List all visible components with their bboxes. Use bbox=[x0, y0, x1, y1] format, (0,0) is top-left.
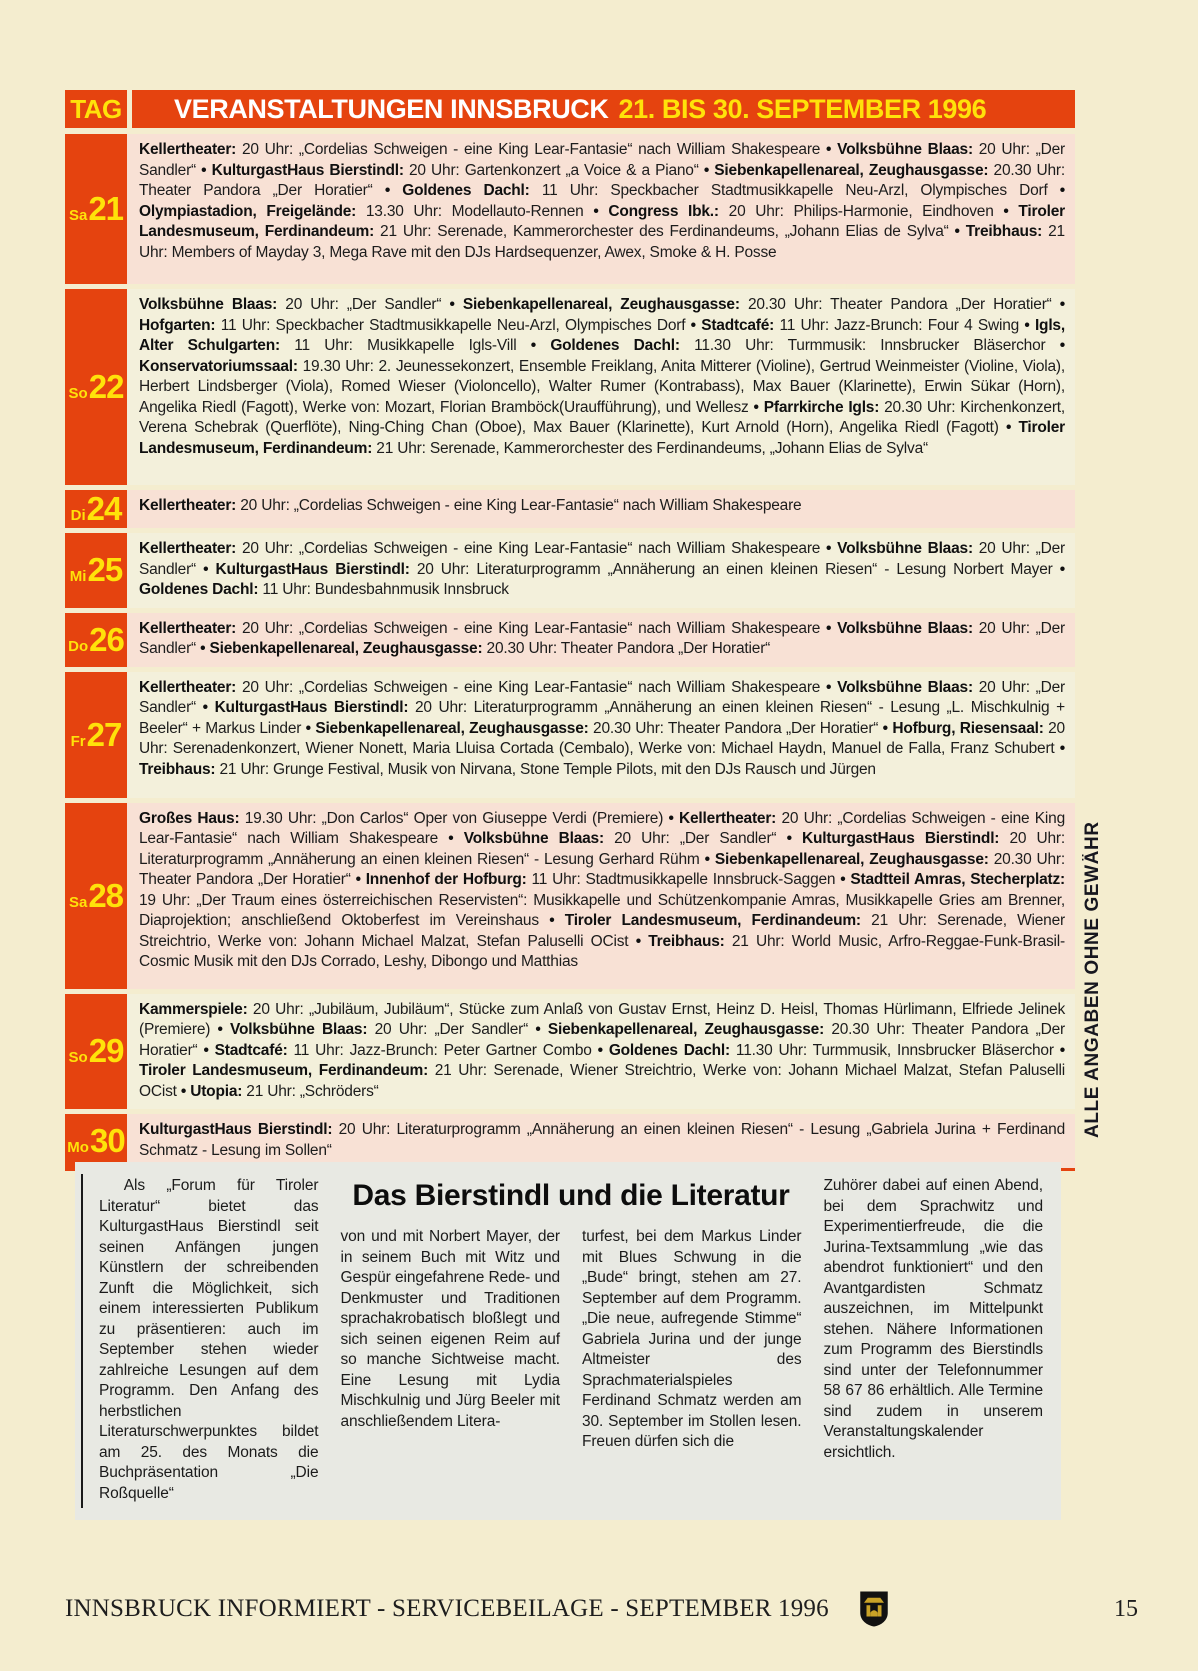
venue-name: Kellertheater: bbox=[139, 540, 237, 557]
calendar-rows bbox=[65, 134, 1075, 1171]
day-number: 30 bbox=[89, 1122, 125, 1159]
venue-name: Siebenkapellenareal, Zeughausgasse: bbox=[462, 296, 740, 313]
day-prefix: Do bbox=[68, 637, 89, 655]
date-cell bbox=[65, 803, 127, 989]
event-separator: • bbox=[993, 202, 1019, 220]
title-main: VERANSTALTUNGEN INNSBRUCK bbox=[174, 93, 609, 124]
day-number: 25 bbox=[87, 551, 123, 589]
date-cell bbox=[65, 672, 127, 798]
day-number: 24 bbox=[86, 490, 122, 527]
event-separator: • bbox=[820, 619, 838, 637]
venue-name: Goldenes Dachl: bbox=[139, 581, 259, 598]
day-badge bbox=[68, 621, 124, 659]
venue-name: Volksbühne Blaas: bbox=[837, 619, 973, 637]
event-separator: • bbox=[350, 871, 366, 888]
venue-name: KulturgastHaus Bierstindl: bbox=[215, 560, 410, 578]
event-separator: • bbox=[210, 1021, 230, 1038]
day-badge bbox=[69, 1032, 124, 1070]
venue-name: Siebenkapellenareal, Zeughausgasse: bbox=[315, 719, 589, 737]
venue-name: Kammerspiele: bbox=[139, 1000, 248, 1018]
row-events: Volksbühne Blaas: 20 Uhr: „Der Sandler“ • Siebenkapellenareal, Zeughausgasse: 20.30 Uhr: Theater Pandora „Der Horatier“ • Hofgarten: 11 Uhr: Speckbacher Stadtmusikkapelle Neu-Arzl, Olympisches Dorf • Stadtcafé: 11 Uhr: Jazz-Brunch: Four 4 Swing • Igls, Alter Schulgarten: 11 Uhr: Musikkapelle Igls-Vill • Goldenes Dachl: 11.30 Uhr: Turmmusik: Innsbrucker Bläserchor • Konservatoriumssaal: 19.30 Uhr: 2. Jeunessekonzert, Ensemble Freiklang, Anita Mitterer (Violine), Gertrud Weinmeister (Violine, Viola), Herbert Lindsberger (Viola), Romed Wieser (Violoncello), Walter Rumer (Kontrabass), Max Bauer (Klarinette), Erwin Sükar (Horn), Angelika Riedl (Fagott), Werke von: Mozart, Florian Bramböck(Uraufführung), und Wellesz • Pfarrkirche Igls: 20.30 Uhr: Kirchenkonzert, Verena Schebrak (Querflöte), Ning-Ching Chan (Oboe), Max Bauer (Klarinette), Kurt Arnold (Horn), Angelika Riedl (Fagott) • Tiroler Landesmuseum, Ferdinandeum: 21 Uhr: Serenade, Kammerorchester des Ferdinandeums, „Johann Elias de Sylva“ bbox=[127, 289, 1075, 485]
venue-name: Siebenkapellenareal, Zeughausgasse: bbox=[209, 640, 483, 657]
venue-name: Igls, Alter Schulgarten: bbox=[139, 316, 1065, 354]
venue-name: Congress Ibk.: bbox=[608, 202, 719, 220]
day-number: 21 bbox=[88, 190, 124, 227]
venue-name: Siebenkapellenareal, Zeughausgasse: bbox=[714, 161, 989, 179]
venue-name: Goldenes Dachl: bbox=[608, 1041, 730, 1059]
event-separator: • bbox=[1047, 182, 1065, 199]
row-events: Kammerspiele: 20 Uhr: „Jubiläum, Jubiläum“, Stücke zum Anlaß von Gustav Ernst, Heinz D. Heisl, Thomas Hürlimann, Elfriede Jelinek (Premiere) • Volksbühne Blaas: 20 Uhr: „Der Sandler“ • Siebenkapellenareal, Zeughausgasse: 20.30 Uhr: Theater Pandora „Der Horatier“ • Stadtcafé: 11 Uhr: Jazz-Brunch: Peter Gartner Combo • Goldenes Dachl: 11.30 Uhr: Turmmusik, Innsbrucker Bläserchor • Tiroler Landesmuseum, Ferdinandeum: 21 Uhr: Serenade, Wiener Streichtrio, Werke von: Johann Michael Malzat, Stefan Paluselli OCist • Utopia: 21 Uhr: „Schröders“ bbox=[127, 994, 1075, 1110]
venue-name: Hofgarten: bbox=[139, 316, 216, 334]
calendar-row bbox=[65, 490, 1075, 528]
venue-name: Hofburg, Riesensaal: bbox=[892, 719, 1044, 737]
venue-name: Kellertheater: bbox=[139, 619, 237, 637]
event-separator: • bbox=[820, 540, 838, 557]
venue-name: KulturgastHaus Bierstindl: bbox=[211, 161, 404, 179]
row-events: Kellertheater: 20 Uhr: „Cordelias Schweigen - eine King Lear-Fantasie“ nach William Shakespeare • Volksbühne Blaas: 20 Uhr: „Der Sandler“ • Siebenkapellenareal, Zeughausgasse: 20.30 Uhr: Theater Pandora „Der Horatier“ bbox=[127, 613, 1075, 667]
day-number: 28 bbox=[88, 876, 124, 914]
venue-name: Siebenkapellenareal, Zeughausgasse: bbox=[547, 1021, 825, 1038]
venue-name: Volksbühne Blaas: bbox=[837, 141, 973, 158]
event-separator: • bbox=[438, 830, 464, 847]
event-separator: • bbox=[441, 296, 463, 313]
article-column: von und mit Norbert Mayer, der in seinem Buch mit Witz und Gespür eingefahrene Rede- und Denkmuster und Traditionen sprachakrobatisch bloßlegt und sich seinen eigenen Reim auf so manche Sichtweise macht. Eine Lesung mit Lydia Mischkulnig und Jürg Beeler mit anschließendem Litera- bbox=[340, 1228, 560, 1430]
venue-name: Innenhof der Hofburg: bbox=[365, 871, 527, 888]
venue-name: KulturgastHaus Bierstindl: bbox=[214, 699, 409, 716]
event-separator: • bbox=[820, 141, 838, 158]
row-events: Kellertheater: 20 Uhr: „Cordelias Schweigen - eine King Lear-Fantasie“ nach William Shakespeare • Volksbühne Blaas: 20 Uhr: „Der Sandler“ • KulturgastHaus Bierstindl: 20 Uhr: Gartenkonzert „a Voice & a Piano“ • Siebenkapellenareal, Zeughausgasse: 20.30 Uhr: Theater Pandora „Der Horatier“ • Goldenes Dachl: 11 Uhr: Speckbacher Stadtmusikkapelle Neu-Arzl, Olympisches Dorf • Olympiastadion, Freigelände: 13.30 Uhr: Modellauto-Rennen • Congress Ibk.: 20 Uhr: Philips-Harmonie, Eindhoven • Tiroler Landesmuseum, Ferdinandeum: 21 Uhr: Serenade, Kammerorchester des Ferdinandeums, „Johann Elias de Sylva“ • Treibhaus: 21 Uhr: Members of Mayday 3, Mega Rave mit den DJs Hardsequenzer, Awex, Smoke & H. Posse bbox=[127, 134, 1075, 284]
day-number: 27 bbox=[86, 715, 122, 753]
date-cell bbox=[65, 613, 127, 667]
venue-name: Treibhaus: bbox=[648, 932, 725, 950]
event-separator: • bbox=[685, 316, 702, 334]
day-prefix: Di bbox=[70, 507, 86, 524]
event-separator: • bbox=[1053, 1041, 1065, 1059]
article-column: turfest, bei dem Markus Linder mit Blues Schwung in die „Bude“ bringt, stehen am 27. September auf dem Programm. „Die neue, aufregende Stimme“ Gabriela Jurina und der junge Altmeister des Sprachmaterialspieles Ferdinand Schmatz werden am 30. September im Stollen lesen. Freuen dürfen sich die bbox=[582, 1228, 802, 1450]
venue-name: Utopia: bbox=[190, 1082, 243, 1100]
venue-name: Siebenkapellenareal, Zeughausgasse: bbox=[714, 850, 989, 868]
day-number: 22 bbox=[88, 368, 124, 405]
calendar-header bbox=[65, 90, 1075, 128]
calendar-row bbox=[65, 672, 1075, 798]
row-events: Kellertheater: 20 Uhr: „Cordelias Schweigen - eine King Lear-Fantasie“ nach William Shakespeare bbox=[127, 490, 1075, 528]
day-number: 29 bbox=[88, 1032, 124, 1070]
calendar-row bbox=[65, 533, 1075, 608]
row-events: KulturgastHaus Bierstindl: 20 Uhr: Literaturprogramm „Annäherung an einen kleinen Riesen“ - Lesung „Gabriela Jurina + Ferdinand Schmatz - Lesung im Sollen“ bbox=[127, 1114, 1075, 1168]
calendar-row bbox=[65, 134, 1075, 284]
venue-name: Treibhaus: bbox=[965, 223, 1043, 240]
venue-name: Volksbühne Blaas: bbox=[139, 296, 278, 313]
venue-name: Stadtcafé: bbox=[214, 1041, 288, 1059]
event-separator: • bbox=[176, 1082, 191, 1100]
event-separator: • bbox=[516, 337, 551, 354]
day-prefix: Mi bbox=[69, 568, 87, 586]
venue-name: Pfarrkirche Igls: bbox=[763, 398, 880, 416]
day-prefix: Sa bbox=[68, 893, 88, 911]
calendar-row bbox=[65, 994, 1075, 1110]
innsbruck-city-crest-icon bbox=[859, 1590, 889, 1628]
day-number: 26 bbox=[89, 620, 124, 658]
date-cell bbox=[65, 533, 127, 608]
day-prefix: Sa bbox=[68, 207, 88, 224]
event-separator: • bbox=[197, 1041, 215, 1059]
tag-label: TAG bbox=[65, 90, 127, 128]
venue-name: Stadtcafé: bbox=[701, 316, 775, 334]
event-separator: • bbox=[835, 871, 851, 888]
day-badge bbox=[69, 368, 124, 406]
day-prefix: So bbox=[68, 385, 88, 402]
venue-name: Volksbühne Blaas: bbox=[837, 678, 973, 696]
event-separator: • bbox=[948, 223, 966, 240]
day-badge bbox=[71, 716, 122, 754]
venue-name: Volksbühne Blaas: bbox=[463, 830, 604, 847]
day-badge bbox=[69, 190, 123, 228]
event-separator: • bbox=[1045, 337, 1065, 354]
event-separator: • bbox=[820, 678, 838, 696]
event-separator: • bbox=[628, 932, 649, 950]
day-prefix: Mo bbox=[67, 1139, 89, 1156]
venue-name: Volksbühne Blaas: bbox=[230, 1021, 368, 1038]
event-separator: • bbox=[538, 912, 565, 929]
page-footer bbox=[65, 1588, 1138, 1630]
event-separator: • bbox=[196, 640, 210, 657]
article-title: Das Bierstindl und die Literatur bbox=[352, 1179, 790, 1212]
venue-name: KulturgastHaus Bierstindl: bbox=[802, 830, 1000, 847]
venue-name: KulturgastHaus Bierstindl: bbox=[139, 1121, 333, 1138]
day-prefix: Fr bbox=[70, 732, 86, 750]
calendar-section bbox=[65, 90, 1075, 1171]
event-separator: • bbox=[1054, 740, 1065, 757]
event-separator: • bbox=[591, 1041, 609, 1059]
venue-name: Volksbühne Blaas: bbox=[837, 540, 973, 557]
day-prefix: So bbox=[68, 1049, 88, 1067]
event-separator: • bbox=[776, 830, 803, 847]
event-separator: • bbox=[583, 202, 609, 220]
title-date-range: 21. BIS 30. SEPTEMBER 1996 bbox=[618, 93, 987, 124]
venue-name: Treibhaus: bbox=[139, 760, 216, 778]
venue-name: Stadtteil Amras, Stecherplatz: bbox=[850, 871, 1065, 888]
event-separator: • bbox=[1019, 316, 1035, 334]
event-separator: • bbox=[878, 719, 893, 737]
date-cell bbox=[65, 289, 127, 485]
article-box bbox=[75, 1162, 1061, 1520]
event-separator: • bbox=[998, 419, 1019, 436]
calendar-row bbox=[65, 613, 1075, 667]
venue-name: Kellertheater: bbox=[139, 141, 237, 158]
venue-name: Goldenes Dachl: bbox=[550, 337, 680, 354]
day-badge bbox=[70, 551, 122, 589]
venue-name: Kellertheater: bbox=[139, 678, 237, 696]
day-badge bbox=[67, 1122, 124, 1160]
date-cell bbox=[65, 134, 127, 284]
event-separator: • bbox=[301, 719, 316, 737]
page-title bbox=[132, 90, 1075, 128]
day-badge bbox=[69, 877, 123, 915]
venue-name: Großes Haus: bbox=[139, 809, 240, 827]
event-separator: • bbox=[196, 161, 212, 179]
event-separator: • bbox=[1052, 560, 1065, 578]
date-cell bbox=[65, 1114, 127, 1168]
venue-name: Tiroler Landesmuseum, Ferdinandeum: bbox=[564, 912, 861, 929]
day-badge bbox=[71, 490, 122, 528]
date-cell bbox=[65, 490, 127, 528]
venue-name: Tiroler Landesmuseum, Ferdinandeum: bbox=[139, 202, 1065, 240]
row-events: Kellertheater: 20 Uhr: „Cordelias Schweigen - eine King Lear-Fantasie“ nach William Shakespeare • Volksbühne Blaas: 20 Uhr: „Der Sandler“ • KulturgastHaus Bierstindl: 20 Uhr: Literaturprogramm „Annäherung an einen kleinen Riesen“ - Lesung „L. Mischkulnig + Beeler“ + Markus Linder • Siebenkapellenareal, Zeughausgasse: 20.30 Uhr: Theater Pandora „Der Horatier“ • Hofburg, Riesensaal: 20 Uhr: Serenadenkonzert, Wiener Nonett, Maria Lluisa Cortada (Cembalo), Werke von: Michael Haydn, Manuel de Falla, Franz Schubert • Treibhaus: 21 Uhr: Grunge Festival, Musik von Nirvana, Stone Temple Pilots, mit den DJs Rausch und Jürgen bbox=[127, 672, 1075, 798]
venue-name: Goldenes Dachl: bbox=[402, 182, 530, 199]
venue-name: Tiroler Landesmuseum, Ferdinandeum: bbox=[139, 1062, 429, 1079]
calendar-row bbox=[65, 289, 1075, 485]
date-cell bbox=[65, 994, 127, 1110]
venue-name: Tiroler Landesmuseum, Ferdinandeum: bbox=[139, 419, 1065, 457]
event-separator: • bbox=[528, 1021, 548, 1038]
event-separator: • bbox=[663, 809, 680, 827]
venue-name: Kellertheater: bbox=[679, 809, 777, 827]
footer-text: INNSBRUCK INFORMIERT - SERVICEBEILAGE - SEPTEMBER 1996 bbox=[65, 1595, 829, 1622]
row-events: Großes Haus: 19.30 Uhr: „Don Carlos“ Oper von Giuseppe Verdi (Premiere) • Kellertheater: 20 Uhr: „Cordelias Schweigen - eine King Lear-Fantasie“ nach William Shakespeare • Volksbühne Blaas: 20 Uhr: „Der Sandler“ • KulturgastHaus Bierstindl: 20 Uhr: Literaturprogramm „Annäherung an einen kleinen Riesen“ - Lesung Gerhard Rühm • Siebenkapellenareal, Zeughausgasse: 20.30 Uhr: Theater Pandora „Der Horatier“ • Innenhof der Hofburg: 11 Uhr: Stadtmusikkapelle Innsbruck-Saggen • Stadtteil Amras, Stecherplatz: 19 Uhr: „Der Traum eines österreichischen Reservisten“: Musikkapelle und Schützenkompanie Amras, Musikkapelle Gries am Brenner, Diaprojektion; anschließend Oktoberfest im Vereinshaus • Tiroler Landesmuseum, Ferdinandeum: 21 Uhr: Serenade, Wiener Streichtrio, Werke von: Johann Michael Malzat, Stefan Paluselli OCist • Treibhaus: 21 Uhr: World Music, Arfro-Reggae-Funk-Brasil-Cosmic Musik mit den DJs Corrado, Leshy, Dibongo und Matthias bbox=[127, 803, 1075, 989]
venue-name: Kellertheater: bbox=[139, 497, 237, 514]
venue-name: Olympiastadion, Freigelände: bbox=[139, 202, 357, 220]
row-events: Kellertheater: 20 Uhr: „Cordelias Schweigen - eine King Lear-Fantasie“ nach William Shakespeare • Volksbühne Blaas: 20 Uhr: „Der Sandler“ • KulturgastHaus Bierstindl: 20 Uhr: Literaturprogramm „Annäherung an einen kleinen Riesen“ - Lesung Norbert Mayer • Goldenes Dachl: 11 Uhr: Bundesbahnmusik Innsbruck bbox=[127, 533, 1075, 608]
event-separator: • bbox=[372, 182, 403, 199]
event-separator: • bbox=[196, 560, 216, 578]
event-separator: • bbox=[699, 850, 715, 868]
article-column: Als „Forum für Tiroler Literatur“ bietet das KulturgastHaus Bierstindl seit seinen Anfängen jungen Künstlern der schreibenden Zunft die Möglichkeit, sich einem interessierten Publikum zu präsentieren: auch im September stehen wieder zahlreiche Lesungen auf dem Programm. Den Anfang des herbstlichen Literaturschwerpunktes bildet am 25. des Monats die Buchpräsentation „Die Roßquelle“ bbox=[99, 1177, 319, 1502]
calendar-row bbox=[65, 803, 1075, 989]
venue-name: Konservatoriumssaal: bbox=[139, 357, 298, 375]
disclaimer-vertical-note: ALLE ANGABEN OHNE GEWÄHR bbox=[1082, 821, 1103, 1139]
event-separator: • bbox=[1051, 296, 1065, 313]
article-column: Zuhörer dabei auf einen Abend, bei dem Sprachwitz und Experimentierfreude, die die Jurina-Textsammlung „wie das abendrot funktioniert“ und den Avantgardisten Schmatz auszeichnen, im Mittelpunkt stehen. Nähere Informationen zum Programm des Bierstindls sind unter der Telefonnummer 58 67 86 erhältlich. Alle Termine sind zudem in unserem Veranstaltungskalender ersichtlich. bbox=[823, 1177, 1043, 1461]
event-separator: • bbox=[698, 161, 715, 179]
event-separator: • bbox=[748, 398, 764, 416]
event-separator: • bbox=[196, 699, 215, 716]
page-number: 15 bbox=[1114, 1595, 1138, 1622]
